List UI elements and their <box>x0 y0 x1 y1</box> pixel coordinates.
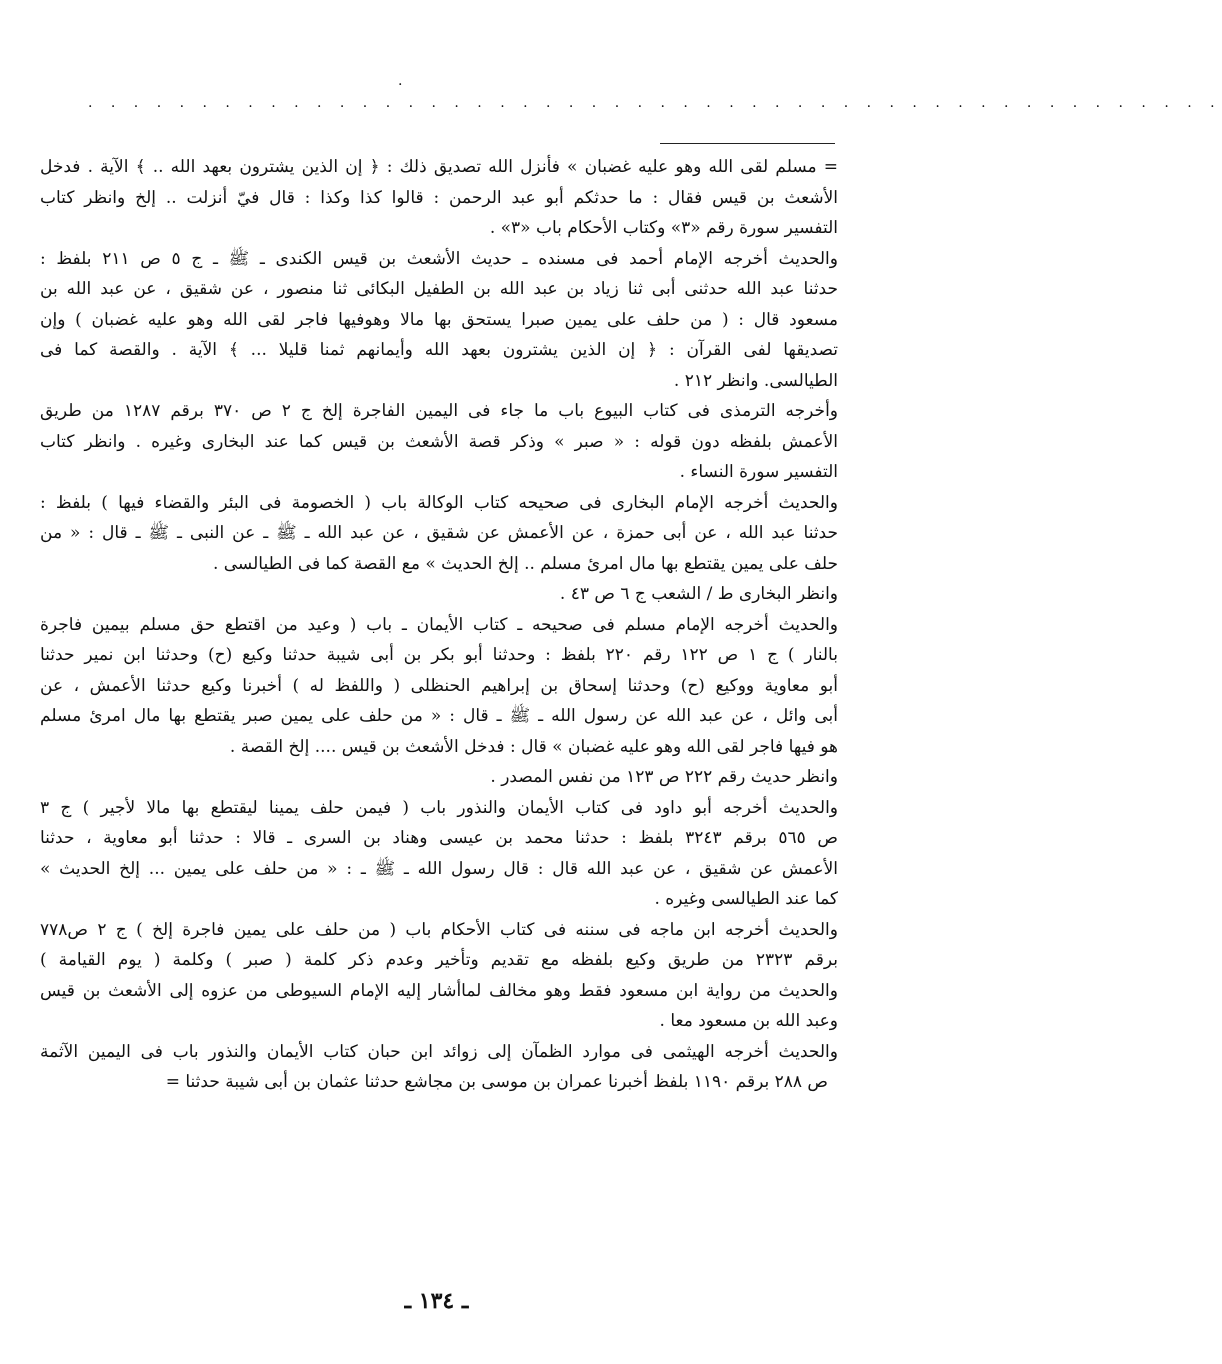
text-line: والحديث أخرجه الإمام البخارى فى صحيحه كتاب الوكالة باب ( الخصومة فى البئر والقضاء فيها ) بلفظ : <box>40 492 838 513</box>
text-line: = مسلم لقى الله وهو عليه غضبان » فأنزل الله تصديق ذلك : ﴿ إن الذين يشترون بعهد الله .. ﴾ الآية . فدخل <box>40 157 838 177</box>
text-line: الأعمش بلفظه دون قوله : « صبر » وذكر قصة الأشعث بن قيس كما عند البخارى وغيره . وانظر كتاب <box>40 431 838 452</box>
text-line: بالنار ) ج ١ ص ١٢٢ رقم ٢٢٠ بلفظ : وحدثنا أبو بكر بن أبى شيبة حدثنا وكيع (ح) وحدثنا ابن نمير حدثنا <box>40 645 838 665</box>
text-line: والحديث أخرجه الإمام أحمد فى مسنده ـ حديث الأشعث بن قيس الكندى ـ ﷺ ـ ج ٥ ص ٢١١ بلفظ : <box>40 248 838 269</box>
footnote-text <box>40 152 838 1098</box>
text-line: أبى وائل ، عن عبد الله عن رسول الله ـ ﷺ ـ قال : « من حلف على يمين صبر يقتطع بها مال امرئ مسلم <box>40 706 838 726</box>
text-line: التفسير سورة رقم «٣» وكتاب الأحكام باب «٣» . <box>489 218 838 238</box>
text-line: والحديث أخرجه أبو داود فى كتاب الأيمان والنذور باب ( فيمن حلف يمينا ليقتطع بها مالا لأجير ) ج ٣ <box>40 797 838 818</box>
text-line: هو فيها فاجر لقى الله وهو عليه غضبان » قال : فدخل الأشعث بن قيس .... إلخ القصة . <box>229 736 838 757</box>
top-mark: . <box>398 73 403 89</box>
text-line: أبو معاوية ووكيع (ح) وحدثنا إسحاق بن إبراهيم الحنظلى ( واللفظ له ) أخبرنا وكيع حدثنا الأعمش ، عن <box>40 675 838 696</box>
text-line: ص ٢٨٨ برقم ١١٩٠ بلفظ أخبرنا عمران بن موسى بن مجاشع حدثنا عثمان بن أبى شيبة حدثنا = <box>165 1072 828 1092</box>
text-line: حدثنا عبد الله ، عن أبى حمزة ، عن الأعمش عن شقيق ، عن عبد الله ـ ﷺ ـ عن النبى ـ ﷺ ـ قال : « من <box>40 523 838 543</box>
page-number: ـ ١٣٤ ـ <box>404 1288 469 1314</box>
text-line: كما عند الطيالسى وغيره . <box>654 889 838 909</box>
text-line: والحديث من رواية ابن مسعود فقط وهو مخالف لماأشار إليه الإمام السيوطى من عزوه إلى الأشعث بن قيس <box>40 980 838 1001</box>
text-line: والحديث أخرجه ابن ماجه فى سننه فى كتاب الأحكام باب ( من حلف على يمين فاجرة إلخ ) ج ٢ ص٧٧٨ <box>40 919 838 940</box>
text-line: حلف على يمين يقتطع بها مال امرئ مسلم .. إلخ الحديث » مع القصة كما فى الطيالسى . <box>212 553 838 574</box>
footnote-rule <box>660 143 835 144</box>
text-line: وعبد الله بن مسعود معا . <box>659 1011 838 1031</box>
text-line: والحديث أخرجه الهيثمى فى موارد الظمآن إلى زوائد ابن حبان كتاب الأيمان والنذور باب فى اليمين الآثمة <box>40 1041 838 1062</box>
text-line: برقم ٢٣٢٣ من طريق وكيع بلفظه مع تقديم وتأخير وعدم ذكر كلمة ( صبر ) وكلمة ( يوم القيامة ) <box>40 950 838 970</box>
text-line: الطيالسى. وانظر ٢١٢ . <box>673 370 838 391</box>
text-line: التفسير سورة النساء . <box>679 462 838 482</box>
text-line: وانظر البخارى ط / الشعب ج ٦ ص ٤٣ . <box>559 584 838 604</box>
text-line: مسعود قال : ( من حلف على يمين صبرا يستحق بها مالا وهوفيها فاجر لقى الله وهو عليه غضبان ) وإن <box>40 309 838 330</box>
text-line: والحديث أخرجه الإمام مسلم فى صحيحه ـ كتاب الأيمان ـ باب ( وعيد من اقتطع حق مسلم بيمين فاجرة <box>40 614 839 635</box>
text-line: وأخرجه الترمذى فى كتاب البيوع باب ما جاء فى اليمين الفاجرة إلخ ج ٢ ص ٣٧٠ برقم ١٢٨٧ من طريق <box>40 401 839 421</box>
text-line: حدثنا عبد الله حدثنى أبى ثنا زياد بن عبد الله بن الطفيل البكائى ثنا منصور ، عن شقيق ، عن عبد الله بن <box>40 279 838 299</box>
text-line: الأشعث بن قيس فقال : ما حدثكم أبو عبد الرحمن : قالوا كذا وكذا : قال فيّ أنزلت .. إلخ وانظر كتاب <box>40 187 838 208</box>
text-line: ص ٥٦٥ برقم ٣٢٤٣ بلفظ : حدثنا محمد بن عيسى وهناد بن السرى ـ قالا : حدثنا أبو معاوية ، حدثنا <box>40 828 838 848</box>
text-line: تصديقها لفى القرآن : ﴿ إن الذين يشترون بعهد الله وأيمانهم ثمنا قليلا ... ﴾ الآية . والقصة كما فى <box>40 340 838 360</box>
dotted-separator: . . . . . . . . . . . . . . . . . . . . . . . . . . . . . . . . . . . . . . . . . . . . . . . . . . <box>88 95 1222 111</box>
text-line: الأعمش عن شقيق ، عن عبد الله قال : قال رسول الله ـ ﷺ ـ : « من حلف على يمين ... إلخ الحديث » <box>40 858 838 879</box>
text-line: وانظر حديث رقم ٢٢٢ ص ١٢٣ من نفس المصدر . <box>490 767 838 787</box>
